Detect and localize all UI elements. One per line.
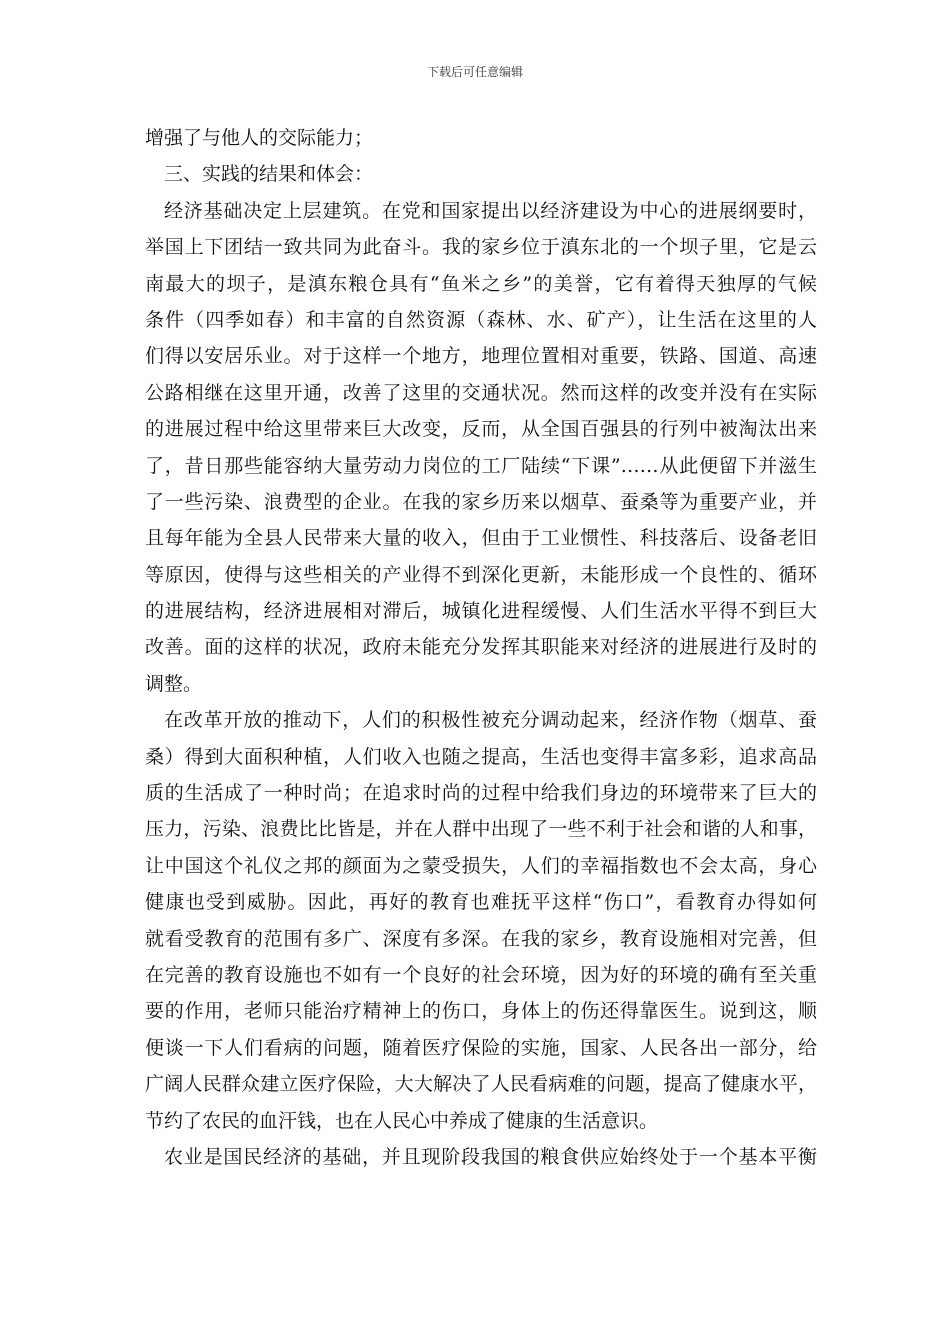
text-line: 举国上下团结一致共同为此奋斗。我的家乡位于滇东北的一个坝子里，它是云 [145, 236, 817, 259]
text-line: 农业是国民经济的基础，并且现阶段我国的粮食供应始终处于一个基本平衡 [164, 1145, 817, 1168]
text-line: 经济基础决定上层建筑。在党和国家提出以经济建设为中心的进展纲要时， [164, 199, 817, 222]
text-line: 便谈一下人们看病的问题，随着医疗保险的实施，国家、人民各出一部分，给 [145, 1036, 817, 1059]
text-line: 桑）得到大面积种植，人们收入也随之提高，生活也变得丰富多彩，追求高品 [145, 745, 817, 768]
text-line: 三、实践的结果和体会： [164, 163, 374, 186]
text-line: 了，昔日那些能容纳大量劳动力岗位的工厂陆续“下课”……从此便留下并滋生 [145, 454, 817, 477]
text-line: 质的生活成了一种时尚；在追求时尚的过程中给我们身边的环境带来了巨大的 [145, 782, 817, 805]
text-line: 公路相继在这里开通，改善了这里的交通状况。然而这样的改变并没有在实际 [145, 381, 817, 404]
text-line: 广阔人民群众建立医疗保险，大大解决了人民看病难的问题，提高了健康水平， [145, 1073, 817, 1096]
text-line: 的进展过程中给这里带来巨大改变，反而，从全国百强县的行列中被淘汰出来 [145, 418, 817, 441]
text-line: 的进展结构，经济进展相对滞后，城镇化进程缓慢、人们生活水平得不到巨大 [145, 600, 817, 623]
text-line: 让中国这个礼仪之邦的颜面为之蒙受损失，人们的幸福指数也不会太高，身心 [145, 854, 817, 877]
text-line: 等原因，使得与这些相关的产业得不到深化更新，未能形成一个良性的、循环 [145, 563, 817, 586]
text-line: 节约了农民的血汗钱，也在人民心中养成了健康的生活意识。 [145, 1109, 659, 1132]
text-line: 了一些污染、浪费型的企业。在我的家乡历来以烟草、蚕桑等为重要产业，并 [145, 490, 817, 513]
text-line: 调整。 [145, 672, 203, 695]
text-line: 们得以安居乐业。对于这样一个地方，地理位置相对重要，铁路、国道、高速 [145, 345, 817, 368]
page-header: 下载后可任意编辑 [426, 65, 523, 79]
text-line: 条件（四季如春）和丰富的自然资源（森林、水、矿产），让生活在这里的人 [145, 308, 817, 331]
text-line: 增强了与他人的交际能力； [145, 127, 374, 149]
text-line: 改善。面的这样的状况，政府未能充分发挥其职能来对经济的进展进行及时的 [145, 636, 817, 659]
text-line: 南最大的坝子，是滇东粮仓具有“鱼米之乡”的美誉，它有着得天独厚的气候 [145, 272, 817, 295]
document-body [145, 120, 817, 1175]
text-line: 健康也受到威胁。因此，再好的教育也难抚平这样“伤口”，看教育办得如何 [145, 891, 817, 914]
text-line: 就看受教育的范围有多广、深度有多深。在我的家乡，教育设施相对完善，但 [145, 927, 817, 950]
text-line: 在改革开放的推动下，人们的积极性被充分调动起来，经济作物（烟草、蚕 [164, 709, 817, 732]
text-line: 在完善的教育设施也不如有一个良好的社会环境，因为好的环境的确有至关重 [145, 963, 817, 986]
text-line: 要的作用，老师只能治疗精神上的伤口，身体上的伤还得靠医生。说到这，顺 [145, 1000, 817, 1023]
text-line: 且每年能为全县人民带来大量的收入，但由于工业惯性、科技落后、设备老旧 [145, 527, 817, 550]
text-line: 压力，污染、浪费比比皆是，并在人群中出现了一些不利于社会和谐的人和事， [145, 818, 817, 841]
